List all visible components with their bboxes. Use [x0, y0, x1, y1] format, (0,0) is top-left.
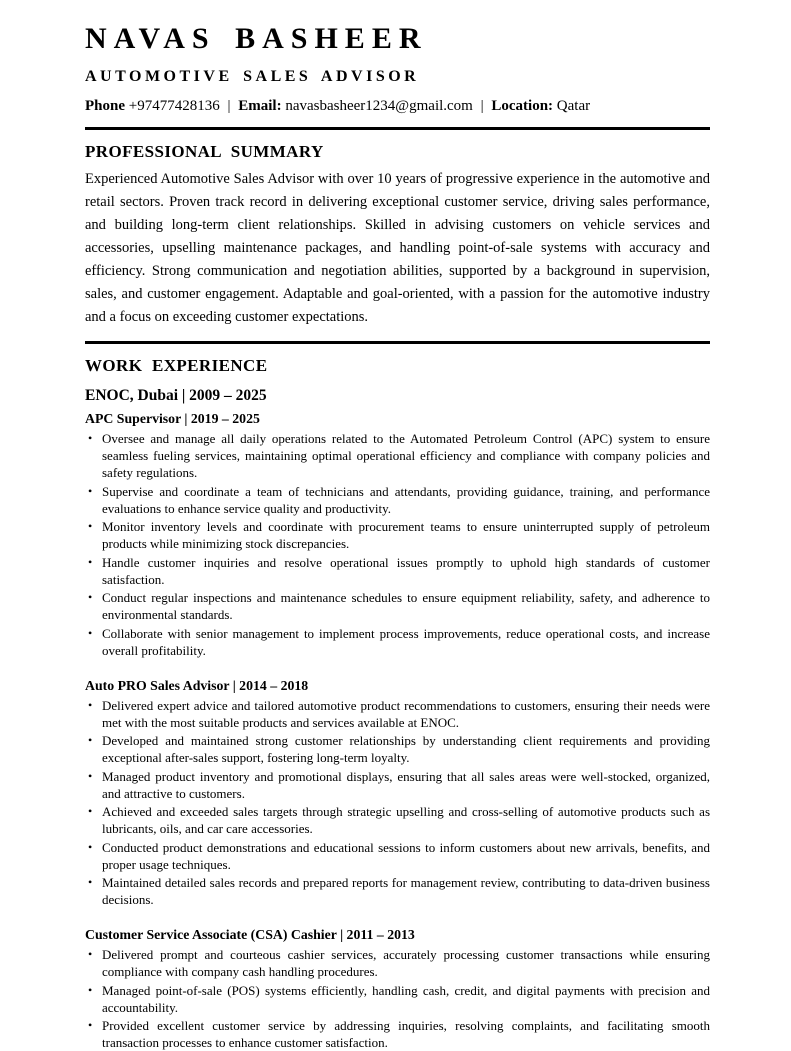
bullet-marker: •	[88, 768, 93, 783]
bullet-item	[85, 839, 710, 873]
candidate-title: AUTOMOTIVE SALES ADVISOR	[85, 68, 420, 85]
email-value: navasbasheer1234@gmail.com	[285, 98, 473, 114]
bullet-text: Managed product inventory and promotional displays, ensuring that all sales areas were well-stocked, organized, and attractive to customers.	[102, 768, 710, 801]
phone-value: +97477428136	[128, 98, 220, 114]
bullet-item	[85, 874, 710, 908]
bullet-item	[85, 625, 710, 659]
experience-heading: WORK EXPERIENCE	[85, 356, 268, 375]
email-label: Email:	[238, 98, 282, 114]
contact-line	[85, 97, 710, 115]
company-line: ENOC, Dubai | 2009 – 2025	[85, 387, 267, 404]
bullet-marker: •	[88, 431, 93, 445]
bullet-text: Conducted product demonstrations and educational sessions to inform customers about new arrivals, benefits, and proper usage techniques.	[102, 839, 710, 872]
bullet-text: Managed point-of-sale (POS) systems efficiently, handling cash, credit, and digital payments with precision and accountability.	[102, 982, 710, 1015]
section-divider	[85, 341, 710, 344]
bullet-list	[85, 946, 710, 1051]
bullet-text: Achieved and exceeded sales targets through strategic upselling and cross-selling of automotive products such as lubricants, oils, and car care accessories.	[102, 804, 710, 836]
bullet-marker: •	[88, 839, 93, 854]
bullet-marker: •	[88, 697, 93, 712]
bullet-item	[85, 732, 710, 766]
job-title: Auto PRO Sales Advisor | 2014 – 2018	[85, 677, 309, 693]
bullet-marker: •	[88, 554, 93, 569]
section-divider	[85, 127, 710, 130]
bullet-text: Handle customer inquiries and resolve operational issues promptly to uphold high standards of customer satisfaction.	[102, 554, 710, 587]
summary-heading: PROFESSIONAL SUMMARY	[85, 142, 324, 161]
bullet-text: Collaborate with senior management to implement process improvements, reduce operational costs, and increase overall profitability.	[102, 625, 710, 658]
location-label: Location:	[491, 98, 554, 114]
job-title: Customer Service Associate (CSA) Cashier | 2011 – 2013	[85, 927, 415, 942]
bullet-item	[85, 803, 710, 837]
bullet-marker: •	[88, 519, 93, 533]
bullet-text: Delivered prompt and courteous cashier services, accurately processing customer transactions while ensuring compliance with company cash handling procedures.	[102, 947, 710, 979]
bullet-text: Monitor inventory levels and coordinate with procurement teams to ensure uninterrupted supply of petroleum products while minimizing stock discrepancies.	[102, 519, 710, 551]
bullet-item	[85, 518, 710, 552]
bullet-text: Developed and maintained strong customer relationships by understanding client requirements and providing exceptional after-sales support, fostering long-term loyalty.	[102, 733, 710, 765]
summary-text: Experienced Automotive Sales Advisor with over 10 years of progressive experience in the automotive and retail sectors. Proven track record in delivering exceptional customer service, driving sales performance, and building long-term client relationships. Skilled in advising customers on vehicle services and accessories, upselling maintenance packages, and handling point-of-sale systems with accuracy and efficiency. Strong communication and negotiation abilities, supported by a background in supervision, sales, and customer engagement. Adaptable and goal-oriented, with a passion for the automotive industry and a focus on exceeding customer expectations.	[85, 171, 710, 325]
bullet-marker: •	[88, 733, 93, 747]
bullet-item	[85, 946, 710, 980]
contact-separator: |	[480, 98, 484, 114]
bullet-text: Supervise and coordinate a team of technicians and attendants, providing guidance, training, and performance evaluations to enhance service quality and productivity.	[102, 483, 710, 516]
job-title: APC Supervisor | 2019 – 2025	[85, 411, 260, 426]
bullet-list	[85, 697, 710, 909]
contact-separator: |	[227, 98, 231, 114]
candidate-name: NAVAS BASHEER	[85, 22, 428, 55]
bullet-marker: •	[88, 875, 93, 889]
bullet-item	[85, 554, 710, 588]
bullet-item	[85, 982, 710, 1016]
bullet-marker: •	[88, 947, 93, 961]
bullet-marker: •	[88, 1018, 93, 1032]
bullet-item	[85, 768, 710, 802]
bullet-text: Maintained detailed sales records and prepared reports for management review, contributing to data-driven business decisions.	[102, 875, 710, 907]
bullet-item	[85, 589, 710, 623]
bullet-text: Delivered expert advice and tailored automotive product recommendations to customers, ensuring their needs were met with the most suitable products and services available at ENOC.	[102, 697, 710, 730]
bullet-item	[85, 1017, 710, 1051]
bullet-item	[85, 430, 710, 481]
bullet-item	[85, 483, 710, 517]
bullet-text: Conduct regular inspections and maintenance schedules to ensure equipment reliability, safety, and adherence to environmental standards.	[102, 590, 710, 622]
bullet-marker: •	[88, 590, 93, 604]
bullet-text: Provided excellent customer service by addressing inquiries, resolving complaints, and facilitating smooth transaction processes to enhance customer satisfaction.	[102, 1018, 710, 1050]
bullet-text: Oversee and manage all daily operations related to the Automated Petroleum Control (APC) system to ensure seamless fueling services, maintaining optimal operational efficiency and compliance with company policies and safety regulations.	[102, 431, 710, 480]
bullet-item	[85, 697, 710, 731]
location-value: Qatar	[556, 98, 591, 114]
bullet-marker: •	[88, 804, 93, 818]
bullet-list	[85, 430, 710, 659]
bullet-marker: •	[88, 483, 93, 498]
bullet-marker: •	[88, 982, 93, 997]
bullet-marker: •	[88, 625, 93, 640]
phone-label: Phone	[85, 98, 126, 114]
